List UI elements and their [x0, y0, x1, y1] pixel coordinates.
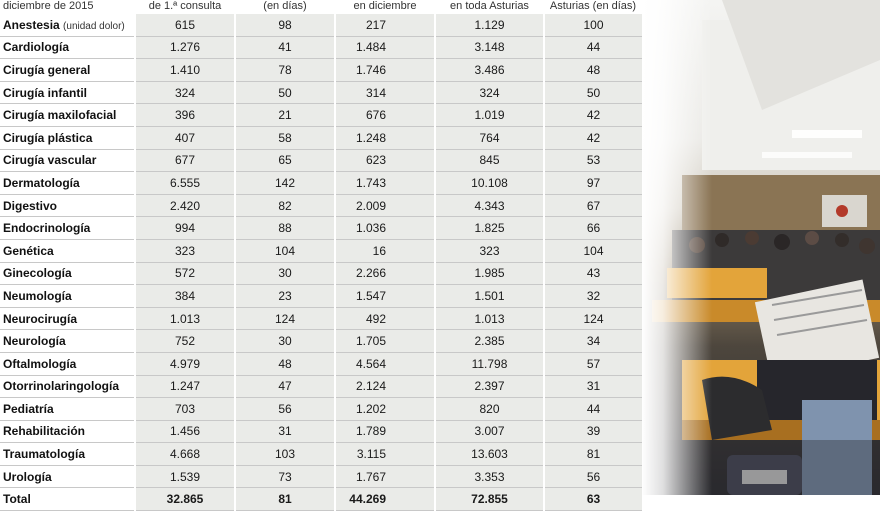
table-row [0, 126, 642, 149]
table-row [0, 194, 642, 217]
specialty-name [0, 172, 135, 195]
cell-v1: 1.456 [135, 420, 235, 443]
cell-v4: 72.855 [435, 488, 544, 511]
specialty-label: Cirugía plástica [3, 130, 93, 145]
table-row [0, 352, 642, 375]
specialty-label: Endocrinología [3, 221, 91, 236]
cell-v4: 1.129 [435, 14, 544, 36]
cell-v5: 124 [544, 307, 642, 330]
cell-v3: 44.269 [335, 488, 435, 511]
specialty-label: Ginecología [3, 266, 72, 281]
specialty-name [0, 194, 135, 217]
specialty-name [0, 14, 135, 36]
specialty-label: Cirugía maxilofacial [3, 108, 117, 123]
specialty-label: Digestivo [3, 198, 58, 213]
cell-v4: 1.501 [435, 285, 544, 308]
cell-v2: 23 [235, 285, 335, 308]
cell-v2: 48 [235, 352, 335, 375]
cell-v2: 47 [235, 375, 335, 398]
cell-v1: 572 [135, 262, 235, 285]
cell-v2: 82 [235, 194, 335, 217]
table-row [0, 104, 642, 127]
specialty-label: Cirugía vascular [3, 153, 97, 168]
table-row [0, 239, 642, 262]
cell-v5: 66 [544, 217, 642, 240]
cell-v2: 124 [235, 307, 335, 330]
cell-v1: 703 [135, 398, 235, 421]
specialty-sublabel: (unidad dolor) [63, 20, 125, 32]
cell-v2: 30 [235, 330, 335, 353]
specialty-name [0, 398, 135, 421]
cell-v5: 48 [544, 59, 642, 82]
cell-v1: 1.410 [135, 59, 235, 82]
cell-v5: 42 [544, 126, 642, 149]
cell-v1: 677 [135, 149, 235, 172]
cell-v1: 324 [135, 81, 235, 104]
specialty-name [0, 104, 135, 127]
cell-v2: 142 [235, 172, 335, 195]
specialty-name [0, 239, 135, 262]
cell-v3: 3.115 [335, 443, 435, 466]
specialty-label: Cirugía general [3, 62, 91, 77]
cell-v1: 752 [135, 330, 235, 353]
table-row [0, 262, 642, 285]
cell-v3: 1.484 [335, 36, 435, 59]
table-row [0, 172, 642, 195]
specialty-name [0, 262, 135, 285]
specialty-label: Genética [3, 243, 54, 258]
cell-v5: 39 [544, 420, 642, 443]
table-row [0, 36, 642, 59]
cell-v2: 50 [235, 81, 335, 104]
cell-v4: 764 [435, 126, 544, 149]
cell-v2: 73 [235, 465, 335, 488]
cell-v2: 81 [235, 488, 335, 511]
cell-v1: 615 [135, 14, 235, 36]
cell-v1: 994 [135, 217, 235, 240]
cell-v3: 4.564 [335, 352, 435, 375]
cell-v2: 21 [235, 104, 335, 127]
cell-v4: 1.019 [435, 104, 544, 127]
cell-v3: 492 [335, 307, 435, 330]
table-row [0, 217, 642, 240]
specialty-label: Neumología [3, 288, 72, 303]
cell-v1: 32.865 [135, 488, 235, 511]
specialty-label: Rehabilitación [3, 424, 86, 439]
cell-v4: 845 [435, 149, 544, 172]
cell-v5: 50 [544, 81, 642, 104]
table-row [0, 59, 642, 82]
cell-v4: 11.798 [435, 352, 544, 375]
cell-v4: 3.007 [435, 420, 544, 443]
cell-v4: 3.353 [435, 465, 544, 488]
cell-v1: 1.539 [135, 465, 235, 488]
table-row [0, 375, 642, 398]
specialty-name [0, 81, 135, 104]
cell-v1: 4.668 [135, 443, 235, 466]
table-header-row [0, 0, 642, 14]
cell-v2: 78 [235, 59, 335, 82]
specialty-name [0, 443, 135, 466]
specialty-label: Neurocirugía [3, 311, 78, 326]
specialty-label: Cardiología [3, 40, 70, 55]
cell-v4: 1.825 [435, 217, 544, 240]
specialty-name [0, 488, 135, 511]
specialty-label: Cirugía infantil [3, 85, 87, 100]
cell-v3: 1.746 [335, 59, 435, 82]
cell-v1: 2.420 [135, 194, 235, 217]
cell-v3: 1.705 [335, 330, 435, 353]
specialty-name [0, 59, 135, 82]
cell-v3: 623 [335, 149, 435, 172]
specialty-label: Total [3, 492, 31, 507]
cell-v4: 323 [435, 239, 544, 262]
cell-v2: 58 [235, 126, 335, 149]
cell-v2: 88 [235, 217, 335, 240]
cell-v2: 103 [235, 443, 335, 466]
specialty-label: Traumatología [3, 447, 86, 462]
cell-v4: 3.148 [435, 36, 544, 59]
cell-v5: 57 [544, 352, 642, 375]
header-wait-days: (en días) [263, 0, 307, 12]
cell-v2: 30 [235, 262, 335, 285]
cell-v5: 42 [544, 104, 642, 127]
specialty-name [0, 126, 135, 149]
specialty-label: Dermatología [3, 175, 80, 190]
waiting-room-photo [642, 0, 880, 495]
cell-v3: 16 [335, 239, 435, 262]
cell-v4: 820 [435, 398, 544, 421]
cell-v3: 2.266 [335, 262, 435, 285]
cell-v3: 1.202 [335, 398, 435, 421]
cell-v1: 384 [135, 285, 235, 308]
photo-fade [642, 0, 712, 495]
cell-v4: 1.985 [435, 262, 544, 285]
cell-v3: 1.789 [335, 420, 435, 443]
cell-v2: 104 [235, 239, 335, 262]
specialty-label: Otorrinolaringología [3, 379, 119, 394]
cell-v1: 1.013 [135, 307, 235, 330]
cell-v3: 217 [335, 14, 435, 36]
table-row [0, 443, 642, 466]
table-row [0, 81, 642, 104]
header-all-asturias: en toda Asturias [450, 0, 529, 12]
header-period: diciembre de 2015 [3, 0, 94, 12]
cell-v3: 1.743 [335, 172, 435, 195]
cell-v5: 81 [544, 443, 642, 466]
table-row [0, 149, 642, 172]
cell-v3: 1.036 [335, 217, 435, 240]
header-december: en diciembre [353, 0, 417, 12]
specialty-name [0, 307, 135, 330]
cell-v5: 53 [544, 149, 642, 172]
table-row [0, 465, 642, 488]
cell-v3: 314 [335, 81, 435, 104]
cell-v1: 407 [135, 126, 235, 149]
cell-v2: 41 [235, 36, 335, 59]
cell-v5: 44 [544, 398, 642, 421]
cell-v1: 4.979 [135, 352, 235, 375]
cell-v2: 31 [235, 420, 335, 443]
cell-v5: 100 [544, 14, 642, 36]
cell-v4: 13.603 [435, 443, 544, 466]
table-row [0, 398, 642, 421]
table-row [0, 330, 642, 353]
cell-v4: 3.486 [435, 59, 544, 82]
cell-v1: 1.247 [135, 375, 235, 398]
cell-v5: 63 [544, 488, 642, 511]
cell-v5: 97 [544, 172, 642, 195]
specialty-name [0, 217, 135, 240]
cell-v4: 2.385 [435, 330, 544, 353]
specialty-name [0, 36, 135, 59]
cell-v4: 1.013 [435, 307, 544, 330]
specialty-name [0, 285, 135, 308]
cell-v4: 2.397 [435, 375, 544, 398]
cell-v3: 1.547 [335, 285, 435, 308]
cell-v2: 56 [235, 398, 335, 421]
cell-v4: 324 [435, 81, 544, 104]
specialty-label: Neurología [3, 334, 66, 349]
cell-v2: 98 [235, 14, 335, 36]
cell-v3: 1.248 [335, 126, 435, 149]
cell-v5: 43 [544, 262, 642, 285]
specialty-label: Urología [3, 469, 52, 484]
cell-v5: 104 [544, 239, 642, 262]
cell-v1: 396 [135, 104, 235, 127]
table-row [0, 420, 642, 443]
cell-v1: 6.555 [135, 172, 235, 195]
cell-v5: 44 [544, 36, 642, 59]
specialty-label: Oftalmología [3, 356, 77, 371]
header-first-consult: de 1.ª consulta [148, 0, 222, 12]
table-row [0, 14, 642, 36]
table-row [0, 307, 642, 330]
cell-v4: 4.343 [435, 194, 544, 217]
specialty-name [0, 330, 135, 353]
specialty-name [0, 375, 135, 398]
cell-v5: 56 [544, 465, 642, 488]
specialty-name [0, 420, 135, 443]
specialty-label: Anestesia [3, 17, 60, 32]
specialty-name [0, 352, 135, 375]
header-asturias-days: Asturias (en días) [549, 0, 637, 12]
cell-v5: 32 [544, 285, 642, 308]
cell-v5: 34 [544, 330, 642, 353]
specialty-name [0, 149, 135, 172]
cell-v5: 67 [544, 194, 642, 217]
specialty-label: Pediatría [3, 401, 54, 416]
cell-v4: 10.108 [435, 172, 544, 195]
cell-v3: 2.124 [335, 375, 435, 398]
cell-v5: 31 [544, 375, 642, 398]
cell-v2: 65 [235, 149, 335, 172]
specialty-name [0, 465, 135, 488]
cell-v1: 1.276 [135, 36, 235, 59]
table-row [0, 285, 642, 308]
table-row [0, 488, 642, 511]
cell-v1: 323 [135, 239, 235, 262]
cell-v3: 2.009 [335, 194, 435, 217]
cell-v3: 676 [335, 104, 435, 127]
cell-v3: 1.767 [335, 465, 435, 488]
